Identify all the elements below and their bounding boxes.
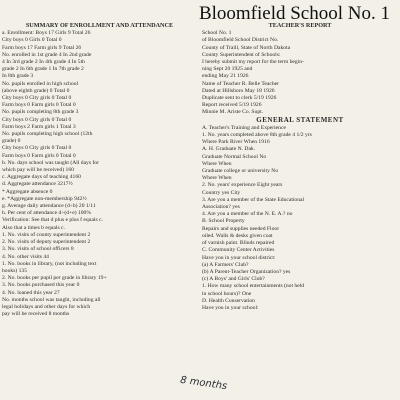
enrollment-line: No. months school was taught, including all — [2, 296, 101, 303]
enrollment-line: which pay will be received) 160 — [2, 167, 74, 174]
general-statement-line: 1. How many school entertainments (not held — [202, 283, 305, 290]
enrollment-line: grade) 0 — [2, 138, 21, 145]
enrollment-line: 3. No. books purchased this year 0 — [2, 282, 80, 289]
enrollment-line: 1. No. visits of county superintendent 2 — [2, 231, 91, 238]
enrollment-line: h. Per cent of attendance d÷(d+e) 100% — [2, 210, 92, 217]
enrollment-line: 3. No. visits of school officers 8 — [2, 246, 74, 253]
teacher-report-line: I hereby submit my report for the term begin- — [202, 59, 304, 66]
enrollment-line: Farm boys 0 Farm girls 0 Total 0 — [2, 102, 76, 109]
enrollment-line: a. Enrollment: Boys 17 Girls 9 Total 26 — [2, 30, 91, 37]
months-handwriting: 8 months — [179, 374, 228, 393]
enrollment-line: Verification: See that d plus e plus f equals c. — [2, 217, 103, 224]
enrollment-line: No. pupils enrolled in high school — [2, 80, 79, 87]
teacher-report-line: of Bloomfield School District No. — [202, 37, 279, 44]
enrollment-lines — [2, 30, 197, 318]
general-statement-line: (c) A Boys' and Girls' Club? — [202, 276, 265, 283]
general-statement-line: Country yes City — [202, 189, 241, 196]
enrollment-line: e. *Aggregate non-membership 942½ — [2, 195, 87, 202]
enrollment-line: Farm boys 0 Farm girls 0 Total 0 — [2, 152, 76, 159]
general-statement-line: 1. No. years completed above 8th grade 4 1/2 yrs — [202, 132, 312, 139]
teacher-report-title: TEACHER'S REPORT — [268, 22, 332, 29]
general-statement-line: Where When — [202, 160, 232, 167]
enrollment-line: Also that a times b equals c. — [2, 224, 65, 231]
teacher-report-line: County Superintendent of Schools: — [202, 51, 281, 58]
general-statement-line: (a) A Farmers' Club? — [202, 261, 249, 268]
enrollment-line: 4. No. other visits 44 — [2, 253, 49, 260]
teacher-report-line: Name of Teacher R. Belle Teacher — [202, 80, 279, 87]
teacher-report-line: Dated at Hillsboro May 18 1926 — [202, 87, 275, 94]
enrollment-line: (above eighth grade) 0 Total 0 — [2, 87, 70, 94]
teacher-report-line: County of Traill, State of North Dakota — [202, 44, 291, 51]
enrollment-line: d. Aggregate attendance 3217½ — [2, 181, 73, 188]
enrollment-line: No. enrolled in 1st grade 4 In 2nd grade — [2, 51, 92, 58]
general-statement-line: (b) A Parent-Teacher Organization? yes — [202, 268, 291, 275]
general-statement-line: 4. Are you a member of the N. E. A.? no — [202, 211, 293, 218]
general-statement-line: A. Teacher's Training and Experience — [202, 124, 286, 131]
teacher-report-line: Report received 5/19 1926 — [202, 102, 262, 109]
general-statement-line: Have you in your school district: — [202, 254, 276, 261]
enrollment-line: books) 135 — [2, 267, 28, 274]
teacher-report-line: ning Sept 20 1925 and — [202, 66, 253, 73]
enrollment-line: 2. No. visits of deputy superintendent 2 — [2, 239, 91, 246]
general-statement-lines — [202, 125, 398, 312]
enrollment-section-title: SUMMARY OF ENROLLMENT AND ATTENDANCE — [25, 22, 174, 29]
enrollment-line: In 8th grade 3 — [2, 73, 34, 80]
enrollment-line: * Aggregate absence 0 — [2, 188, 53, 195]
general-statement-line: of varnish paint. Blinds repaired — [202, 240, 275, 247]
general-statement-line: Graduate college or university No — [202, 168, 279, 175]
general-statement-line: oiled. Walls & desks given coat — [202, 232, 273, 239]
general-statement-line: Where Park River When 1916 — [202, 139, 270, 146]
general-statement-line: A. H. Graduate N. Dak. — [202, 146, 256, 153]
enrollment-line: City boys 0 City girls 0 Total 0 — [2, 116, 72, 123]
general-statement-line: 3. Are you a member of the State Educational — [202, 196, 305, 203]
enrollment-line: pay will be received 8 months — [2, 311, 70, 318]
teacher-report-lines — [202, 30, 398, 116]
general-statement-line: Repairs and supplies needed Floor — [202, 225, 280, 232]
enrollment-line: legal holidays and other days for which — [2, 303, 91, 310]
general-statement-line: B. School Property — [202, 218, 245, 225]
enrollment-line: City boys 0 Girls 0 Total 0 — [2, 37, 62, 44]
general-statement-line: in school hours)? One — [202, 290, 252, 297]
teacher-report-column — [202, 22, 398, 312]
teacher-report-line: School No. 1 — [202, 30, 232, 37]
enrollment-line: City boys 0 City girls 0 Total 0 — [2, 145, 72, 152]
enrollment-line: b. No. days school was taught (All days for — [2, 159, 99, 166]
enrollment-line: No. pupils completing 8th grade 3 — [2, 109, 79, 116]
enrollment-line: Farm boys 17 Farm girls 9 Total 26 — [2, 44, 82, 51]
general-statement-line: Where When — [202, 175, 232, 182]
enrollment-line: Farm boys 2 Farm girls 1 Total 3 — [2, 123, 76, 130]
general-statement-line: D. Health Conservation — [202, 297, 255, 304]
teacher-report-line: ending May 21 1926 — [202, 73, 249, 80]
enrollment-line: 4. No. loaned this year 27 — [2, 289, 60, 296]
teacher-report-line: Duplicate sent to clerk 5/19 1926 — [202, 95, 277, 102]
enrollment-line: g. Average daily attendance (d÷b) 20 1/11 — [2, 203, 96, 210]
general-statement-line: C. Community Center Activities — [202, 247, 275, 254]
general-statement-line: Have you in your school: — [202, 304, 259, 311]
teacher-report-line: Minnie M. Ariste Co. Supt. — [202, 109, 264, 116]
enrollment-line: City boys 0 City girls 0 Total 0 — [2, 95, 72, 102]
general-statement-line: 2. No. years' experience Eight years — [202, 182, 283, 189]
general-statement-line: Association? yes — [202, 204, 240, 211]
enrollment-line: 1. No. books in library, (not including text — [2, 260, 97, 267]
enrollment-line: 2. No. books per pupil per grade in library 19+ — [2, 275, 107, 282]
enrollment-line: 4 In 3rd grade 2 In 4th grade 4 In 5th — [2, 59, 85, 66]
general-statement-line: Graduate Normal School No — [202, 153, 267, 160]
enrollment-line: grade 2 In 6th grade 1 In 7th grade 2 — [2, 66, 84, 73]
enrollment-line: No. pupils completing high school (12th — [2, 131, 93, 138]
general-statement-title: GENERAL STATEMENT — [256, 115, 344, 124]
enrollment-summary-column — [2, 22, 197, 318]
document-title: Bloomfield School No. 1 — [198, 3, 390, 24]
enrollment-line: c. Aggregate days of teaching 4160 — [2, 174, 81, 181]
